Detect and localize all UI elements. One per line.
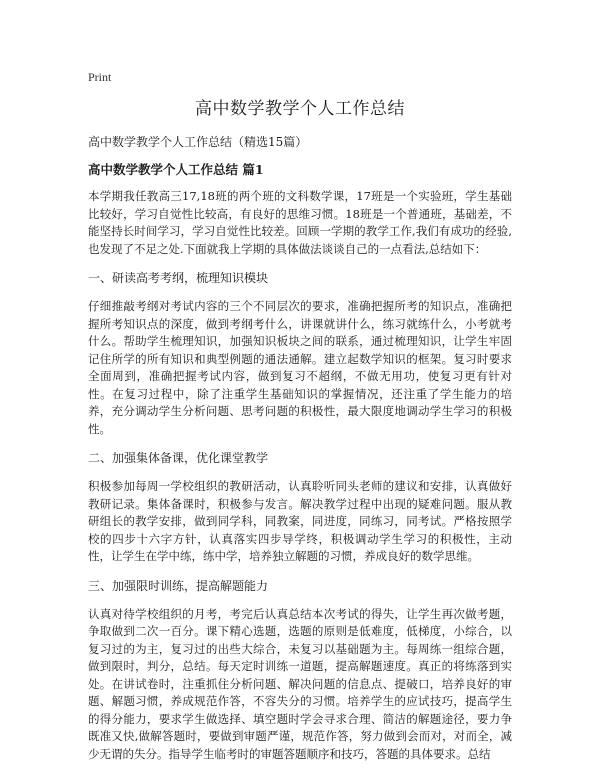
section-body-2: 积极参加每周一学校组织的教研活动，认真聆听同头老师的建议和安排，认真做好教研记录。集体备课时，积极参与发言。解决教学过程中出现的疑难问题。服从教研组长的教学安排，做到同学科，同教案，同进度，同练习，同考试。严格按照学校的四步十六字方针，认真落实四步导学终，积极调动学生学习的积极性，主动性，让学生在学中练，练中学，培养独立解题的习惯，养成良好的数学思维。 — [88, 479, 512, 563]
document-subtitle: 高中数学教学个人工作总结（精选15篇） — [88, 135, 308, 149]
section-heading-2: 二、加强集体备课，优化课堂教学 — [88, 451, 269, 465]
part-heading: 高中数学教学个人工作总结 篇1 — [88, 162, 264, 177]
section-heading-3: 三、加强限时训练，提高解题能力 — [88, 578, 269, 593]
document-title: 高中数学教学个人工作总结 — [195, 99, 405, 119]
section-heading-1: 一、研读高考考纲，梳理知识模块 — [88, 271, 269, 285]
intro-paragraph: 本学期我任教高三17,18班的两个班的文科数学课，17班是一个实验班，学生基础比较好，学习自觉性比较高，有良好的思维习惯。18班是一个普通班，基础差，不能坚持长时间学习，学习自觉性比较差。回顾一学期的教学工作,我们有成功的经验,也发现了不足之处.下面就我上学期的具体做法谈谈自己的一点看法,总结如下： — [88, 189, 512, 256]
section-body-1: 仔细推敲考纲对考试内容的三个不同层次的要求，准确把握所考的知识点，准确把握所考知识点的深度，做到考纲考什么，讲课就讲什么，练习就练什么，小考就考什么。帮助学生梳理知识，加强知识板块之间的联系，通过梳理知识，让学生牢固记住所学的所有知识和典型例题的通法通解。建立起数学知识的框架。复习时要求全面周到，准确把握考试内容，做到复习不超纲，不做无用功，使复习更有针对性。在复习过程中，除了注重学生基础知识的掌握情况，还注重了学生能力的培养，充分调动学生分析问题、思考问题的积极性，最大限度地调动学生学习的积极性。 — [88, 299, 512, 436]
print-link[interactable]: Print — [88, 70, 112, 84]
section-body-3: 认真对待学校组织的月考，考完后认真总结本次考试的得失，让学生再次做考题，争取做到二次一百分。课下精心选题，选题的原则是低难度，低梯度，小综合，以复习过的为主，复习过的出些大综合，未复习以基础题为主。每周练一组综合题，做到限时，判分，总结。每天定时训练一道题，提高解题速度。真正的将练落到实处。在讲试卷时，注重抓住分析问题、解决问题的信息点、提破口，培养良好的审题、解题习惯，养成规范作答，不容失分的习惯。培养学生的应试技巧，提高学生的得分能力，要求学生做选择、填空题时学会寻求合理、简洁的解题途径，要力争既准又快,做解答题时，要做到审题严谨，规范作答，努力做到会而对，对而全，减少无谓的失分。指导学生临考时的审题答题顺序和技巧，答题的具体要求。总结 — [88, 606, 512, 761]
